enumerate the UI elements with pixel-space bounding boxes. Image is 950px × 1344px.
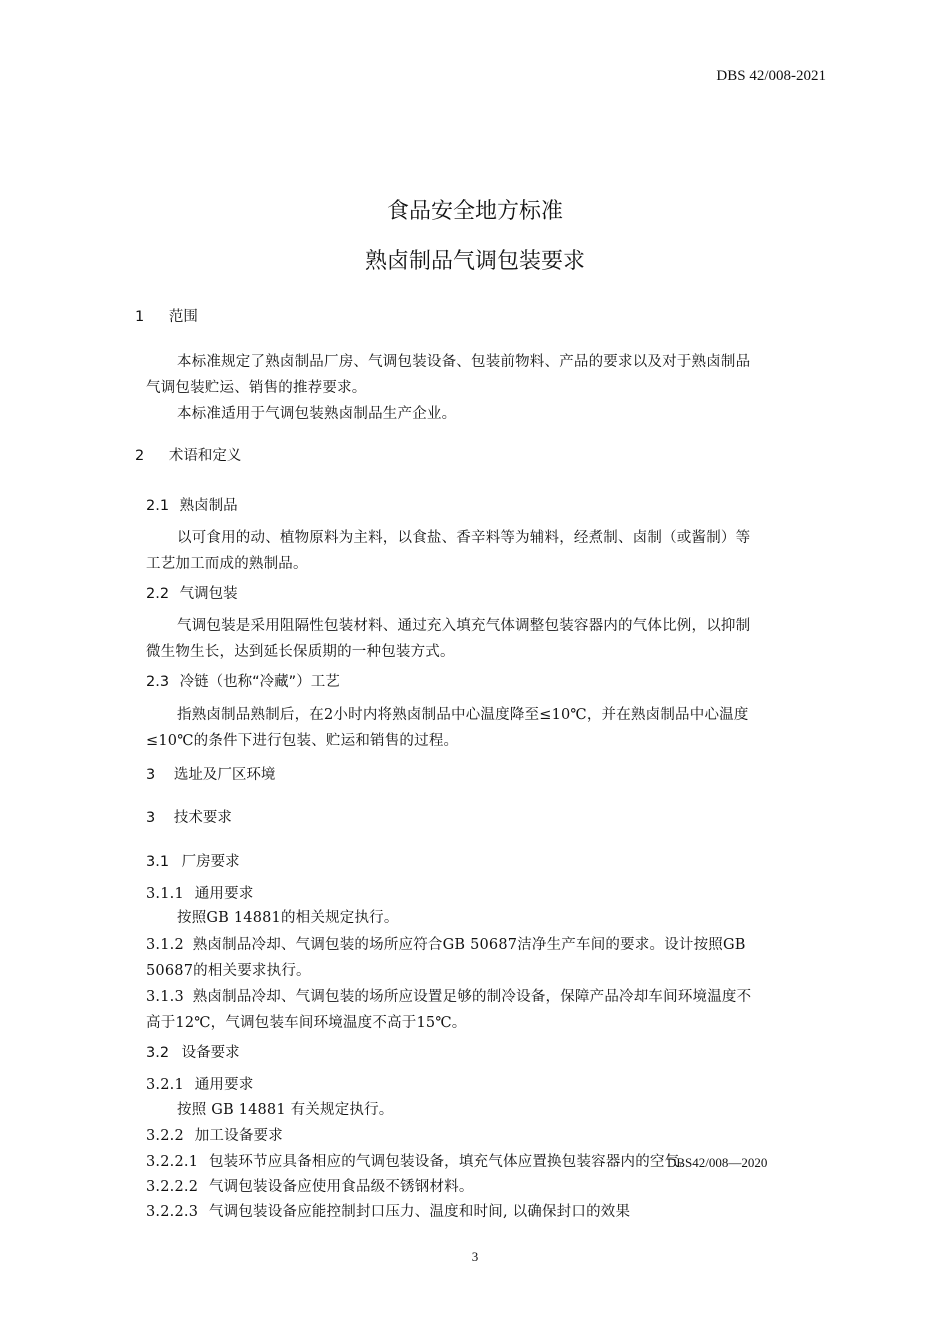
section-3-2-1-heading [146, 1073, 254, 1094]
document-code: DBS 42/008-2021 [716, 68, 826, 84]
section-3-2-2-2-line [146, 1175, 474, 1196]
section-number: 3 [146, 767, 156, 783]
section-3-1-3-line [146, 985, 751, 1006]
page-number: 3 [471, 1249, 479, 1264]
section-number: 3.2 [146, 1045, 170, 1061]
paragraph-text: 熟卤制品冷却、气调包装的场所应设置足够的制冷设备，保障产品冷却车间环境温度不 [192, 989, 752, 1005]
section-number: 2 [135, 448, 145, 464]
section-title: 熟卤制品 [179, 498, 238, 514]
paragraph-line: 以可食用的动、植物原料为主料，以食盐、香辛料等为辅料，经煮制、卤制（或酱制）等 [177, 530, 751, 546]
paragraph-text: 气调包装设备应使用食品级不锈钢材料。 [208, 1179, 474, 1195]
section-number: 2.1 [146, 498, 170, 514]
paragraph-line: 高于12℃，气调包装车间环境温度不高于15℃。 [146, 1015, 467, 1031]
section-number: 1 [135, 309, 145, 325]
section-number: 2.3 [146, 674, 170, 690]
standard-subtitle: 熟卤制品气调包装要求 [364, 249, 585, 274]
section-3-1-1-heading [146, 882, 254, 903]
section-2-1-heading [146, 494, 238, 515]
section-number: 3 [146, 810, 156, 826]
section-number: 3.1.3 [146, 989, 184, 1005]
paragraph-line: 气调包装贮运、销售的推荐要求。 [146, 380, 367, 396]
section-number: 3.1.1 [146, 886, 184, 902]
paragraph-text: 包装环节应具备相应的气调包装设备，填充气体应置换包装容器内的空气。 [208, 1154, 695, 1170]
section-3-tech-heading [146, 806, 232, 827]
paragraph-line: 本标准适用于气调包装熟卤制品生产企业。 [177, 406, 457, 422]
section-number: 3.1.2 [146, 937, 184, 953]
section-title: 冷链（也称“冷藏”）工艺 [179, 674, 340, 690]
section-3-2-2-1-line [146, 1150, 694, 1171]
section-2-2-heading [146, 582, 238, 603]
paragraph-line: 本标准规定了熟卤制品厂房、气调包装设备、包装前物料、产品的要求以及对于熟卤制品 [177, 354, 751, 370]
section-title: 术语和定义 [168, 448, 242, 464]
paragraph-line: 50687的相关要求执行。 [146, 963, 311, 979]
section-3-1-2-line [146, 933, 746, 954]
section-3-site-heading [146, 763, 275, 784]
section-3-2-2-heading [146, 1124, 283, 1145]
paragraph-line: 按照 GB 14881 有关规定执行。 [177, 1102, 394, 1118]
section-number: 2.2 [146, 586, 170, 602]
section-number: 3.2.1 [146, 1077, 184, 1093]
section-number: 3.2.2 [146, 1128, 184, 1144]
section-title: 范围 [168, 309, 198, 325]
paragraph-line: 气调包装是采用阻隔性包装材料、通过充入填充气体调整包装容器内的气体比例，以抑制 [177, 618, 751, 634]
paragraph-line: 按照GB 14881的相关规定执行。 [177, 910, 399, 926]
section-title: 加工设备要求 [194, 1128, 283, 1144]
standard-title: 食品安全地方标准 [386, 199, 563, 224]
section-number: 3.2.2.2 [146, 1179, 199, 1195]
section-2-heading [135, 444, 241, 465]
section-number: 3.1 [146, 854, 170, 870]
overlay-document-code: DBS42/008—2020 [667, 1155, 768, 1170]
section-title: 气调包装 [179, 586, 238, 602]
section-3-2-heading [146, 1041, 240, 1062]
section-number: 3.2.2.1 [146, 1154, 199, 1170]
paragraph-line: 工艺加工而成的熟制品。 [146, 556, 308, 572]
paragraph-text: 气调包装设备应能控制封口压力、温度和时间, 以确保封口的效果 [208, 1204, 631, 1220]
section-title: 技术要求 [173, 810, 232, 826]
section-3-2-2-3-line [146, 1200, 630, 1221]
section-title: 通用要求 [194, 1077, 254, 1093]
paragraph-line: 指熟卤制品熟制后，在2小时内将熟卤制品中心温度降至≤10℃，并在熟卤制品中心温度 [177, 707, 749, 723]
section-title: 设备要求 [181, 1045, 240, 1061]
paragraph-text: 熟卤制品冷却、气调包装的场所应符合GB 50687洁净生产车间的要求。设计按照GB [192, 937, 746, 953]
paragraph-line: ≤10℃的条件下进行包装、贮运和销售的过程。 [146, 733, 459, 749]
section-3-1-heading [146, 850, 240, 871]
section-title: 厂房要求 [181, 854, 240, 870]
paragraph-line: 微生物生长，达到延长保质期的一种包装方式。 [146, 644, 455, 660]
section-1-heading [135, 305, 198, 326]
section-title: 通用要求 [194, 886, 254, 902]
section-title: 选址及厂区环境 [173, 767, 276, 783]
section-2-3-heading [146, 670, 340, 691]
section-number: 3.2.2.3 [146, 1204, 199, 1220]
